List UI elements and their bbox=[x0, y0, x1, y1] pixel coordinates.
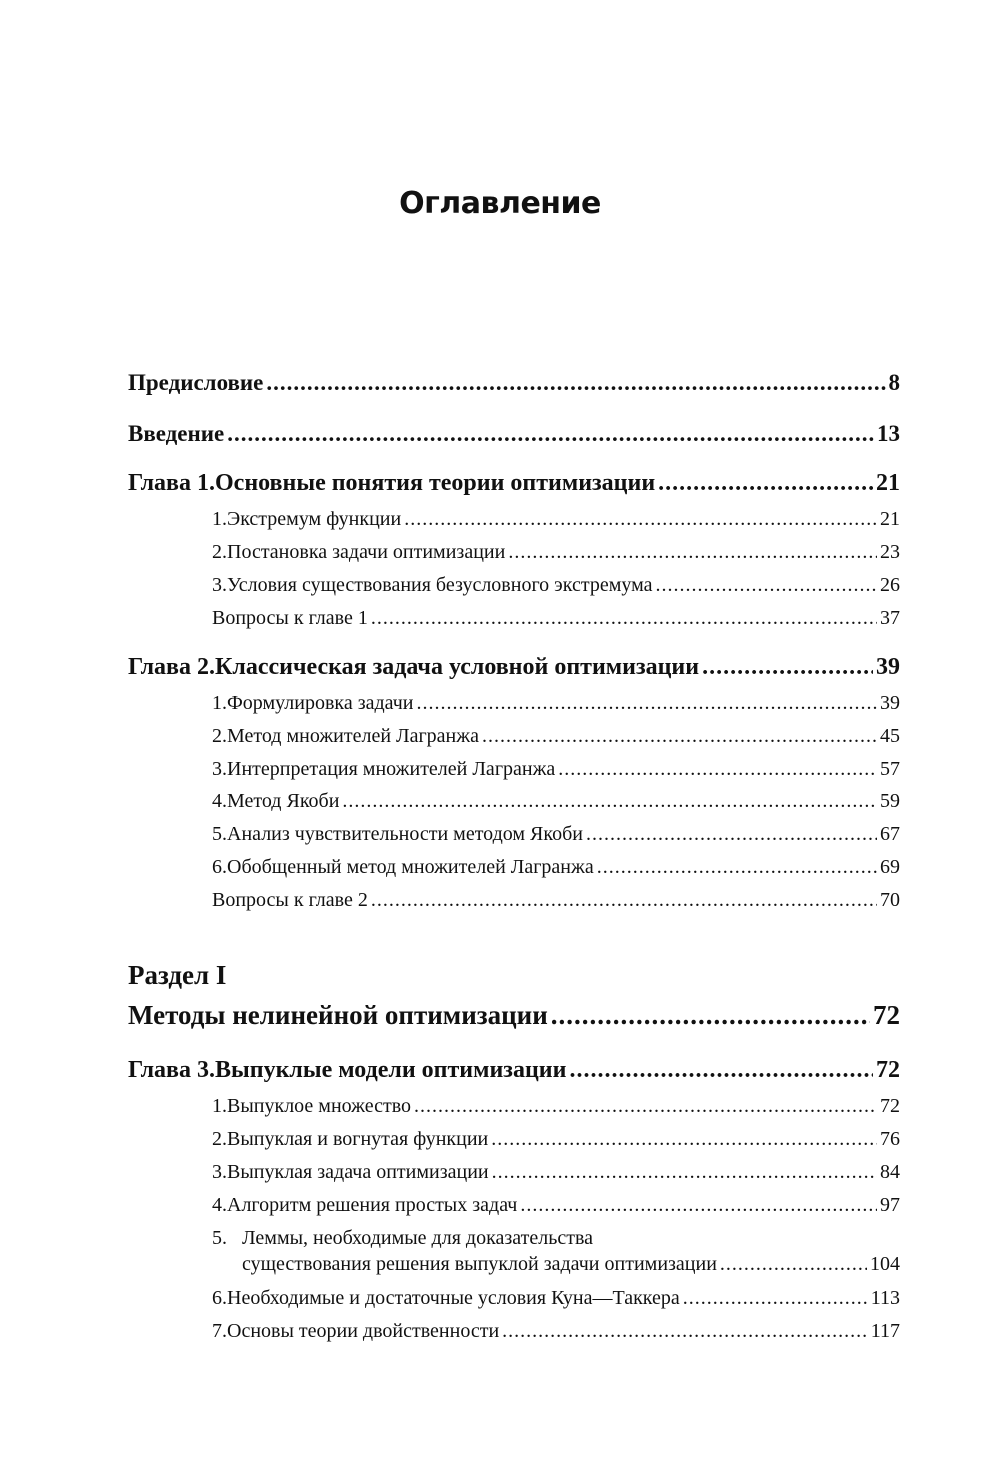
chapter-number: Глава 1. bbox=[128, 470, 215, 496]
dot-leader bbox=[656, 574, 878, 597]
toc-chapter-1[interactable] bbox=[128, 470, 900, 497]
section-number: 7. bbox=[212, 1320, 227, 1342]
dot-leader bbox=[502, 1320, 868, 1343]
section-label: Анализ чувствительности методом Якоби bbox=[227, 823, 583, 845]
questions-page: 70 bbox=[880, 889, 900, 911]
section-number: 4. bbox=[212, 1194, 227, 1216]
toc-section[interactable] bbox=[212, 1161, 900, 1184]
dot-leader bbox=[720, 1253, 867, 1276]
page-title: Оглавление bbox=[399, 186, 601, 221]
dot-leader bbox=[342, 790, 877, 813]
section-page: 72 bbox=[880, 1095, 900, 1117]
toc-questions-chapter-2[interactable] bbox=[212, 889, 900, 912]
toc-chapter-2[interactable] bbox=[128, 654, 900, 681]
section-number: 2. bbox=[212, 541, 227, 563]
section-number: 5. bbox=[212, 823, 227, 845]
toc-entry-introduction[interactable] bbox=[128, 421, 900, 447]
section-number: 1. bbox=[212, 508, 227, 530]
toc-section[interactable] bbox=[212, 1194, 900, 1217]
questions-label: Вопросы к главе 2 bbox=[212, 889, 368, 911]
chapter-label: Классическая задача условной оптимизации bbox=[215, 654, 700, 680]
section-page: 113 bbox=[870, 1287, 900, 1309]
section-number: 3. bbox=[212, 1161, 227, 1183]
toc-section[interactable] bbox=[212, 856, 900, 879]
section-number: 1. bbox=[212, 1095, 227, 1117]
questions-page: 37 bbox=[880, 607, 900, 629]
entry-page: 13 bbox=[877, 421, 900, 446]
section-page: 23 bbox=[880, 541, 900, 563]
chapter-page: 39 bbox=[876, 654, 900, 680]
section-page: 104 bbox=[870, 1253, 900, 1275]
dot-leader bbox=[414, 1095, 877, 1118]
section-label: Метод множителей Лагранжа bbox=[227, 725, 479, 747]
part-label: Методы нелинейной оптимизации bbox=[128, 1000, 548, 1030]
entry-label: Введение bbox=[128, 421, 225, 446]
dot-leader bbox=[597, 856, 877, 879]
dot-leader bbox=[508, 541, 877, 564]
section-page: 21 bbox=[880, 508, 900, 530]
dot-leader bbox=[492, 1161, 877, 1184]
section-page: 67 bbox=[880, 823, 900, 845]
dot-leader bbox=[658, 470, 873, 497]
dot-leader bbox=[404, 508, 877, 531]
questions-label: Вопросы к главе 1 bbox=[212, 607, 368, 629]
toc-section[interactable] bbox=[212, 1095, 900, 1118]
section-page: 59 bbox=[880, 790, 900, 812]
section-label: Алгоритм решения простых задач bbox=[227, 1194, 518, 1216]
section-number: 3. bbox=[212, 574, 227, 596]
chapter-page: 72 bbox=[876, 1057, 900, 1083]
entry-label: Предисловие bbox=[128, 370, 264, 395]
dot-leader bbox=[586, 823, 877, 846]
dot-leader bbox=[491, 1128, 877, 1151]
toc-section[interactable] bbox=[212, 692, 900, 715]
toc-section[interactable] bbox=[212, 541, 900, 564]
toc-section[interactable] bbox=[212, 1320, 900, 1343]
section-page: 57 bbox=[880, 758, 900, 780]
section-label-line-1: Леммы, необходимые для доказательства bbox=[242, 1227, 594, 1249]
toc-section[interactable] bbox=[212, 1128, 900, 1151]
dot-leader bbox=[371, 889, 877, 912]
toc-section-continuation[interactable] bbox=[242, 1253, 900, 1276]
section-page: 97 bbox=[880, 1194, 900, 1216]
section-page: 117 bbox=[870, 1320, 900, 1342]
section-page: 45 bbox=[880, 725, 900, 747]
dot-leader bbox=[551, 1000, 870, 1031]
section-number: 4. bbox=[212, 790, 227, 812]
section-label: Постановка задачи оптимизации bbox=[227, 541, 506, 563]
dot-leader bbox=[266, 370, 885, 396]
toc-questions-chapter-1[interactable] bbox=[212, 607, 900, 630]
dot-leader bbox=[482, 725, 877, 748]
part-heading: Раздел I bbox=[128, 960, 227, 990]
dot-leader bbox=[683, 1287, 868, 1310]
toc-section[interactable] bbox=[212, 758, 900, 781]
section-page: 69 bbox=[880, 856, 900, 878]
toc-section[interactable] bbox=[212, 790, 900, 813]
chapter-number: Глава 3. bbox=[128, 1057, 215, 1083]
section-label: Основы теории двойственности bbox=[227, 1320, 500, 1342]
section-page: 39 bbox=[880, 692, 900, 714]
section-label: существования решения выпуклой задачи оптимизации bbox=[242, 1253, 717, 1275]
dot-leader bbox=[702, 654, 873, 681]
part-page: 72 bbox=[873, 1000, 900, 1030]
toc-section[interactable] bbox=[212, 725, 900, 748]
toc-entry-preface[interactable] bbox=[128, 370, 900, 396]
section-label: Формулировка задачи bbox=[227, 692, 414, 714]
section-label: Интерпретация множителей Лагранжа bbox=[227, 758, 556, 780]
dot-leader bbox=[227, 421, 874, 447]
section-number: 1. bbox=[212, 692, 227, 714]
dot-leader bbox=[569, 1057, 873, 1084]
section-label: Выпуклая задача оптимизации bbox=[227, 1161, 489, 1183]
chapter-number: Глава 2. bbox=[128, 654, 215, 680]
section-label: Выпуклое множество bbox=[227, 1095, 412, 1117]
chapter-page: 21 bbox=[876, 470, 900, 496]
toc-section-multiline[interactable] bbox=[212, 1227, 900, 1250]
chapter-label: Выпуклые модели оптимизации bbox=[215, 1057, 567, 1083]
section-number: 2. bbox=[212, 1128, 227, 1150]
section-number: 6. bbox=[212, 1287, 227, 1309]
dot-leader bbox=[558, 758, 877, 781]
dot-leader bbox=[520, 1194, 877, 1217]
section-label: Метод Якоби bbox=[227, 790, 340, 812]
section-number: 2. bbox=[212, 725, 227, 747]
section-label: Выпуклая и вогнутая функции bbox=[227, 1128, 489, 1150]
toc-section[interactable] bbox=[212, 574, 900, 597]
entry-page: 8 bbox=[888, 370, 900, 395]
section-label: Необходимые и достаточные условия Куна—Таккера bbox=[227, 1287, 680, 1309]
toc-section[interactable] bbox=[212, 823, 900, 846]
dot-leader bbox=[371, 607, 877, 630]
toc-chapter-3[interactable] bbox=[128, 1057, 900, 1084]
section-number: 3. bbox=[212, 758, 227, 780]
section-label: Экстремум функции bbox=[227, 508, 402, 530]
section-page: 84 bbox=[880, 1161, 900, 1183]
section-page: 26 bbox=[880, 574, 900, 596]
section-number: 5. bbox=[212, 1227, 227, 1249]
toc-part-1[interactable] bbox=[128, 1000, 900, 1031]
section-number: 6. bbox=[212, 856, 227, 878]
toc-section[interactable] bbox=[212, 508, 900, 531]
section-label: Обобщенный метод множителей Лагранжа bbox=[227, 856, 594, 878]
dot-leader bbox=[416, 692, 877, 715]
toc-section[interactable] bbox=[212, 1287, 900, 1310]
section-label: Условия существования безусловного экстремума bbox=[227, 574, 653, 596]
chapter-label: Основные понятия теории оптимизации bbox=[215, 470, 656, 496]
section-page: 76 bbox=[880, 1128, 900, 1150]
